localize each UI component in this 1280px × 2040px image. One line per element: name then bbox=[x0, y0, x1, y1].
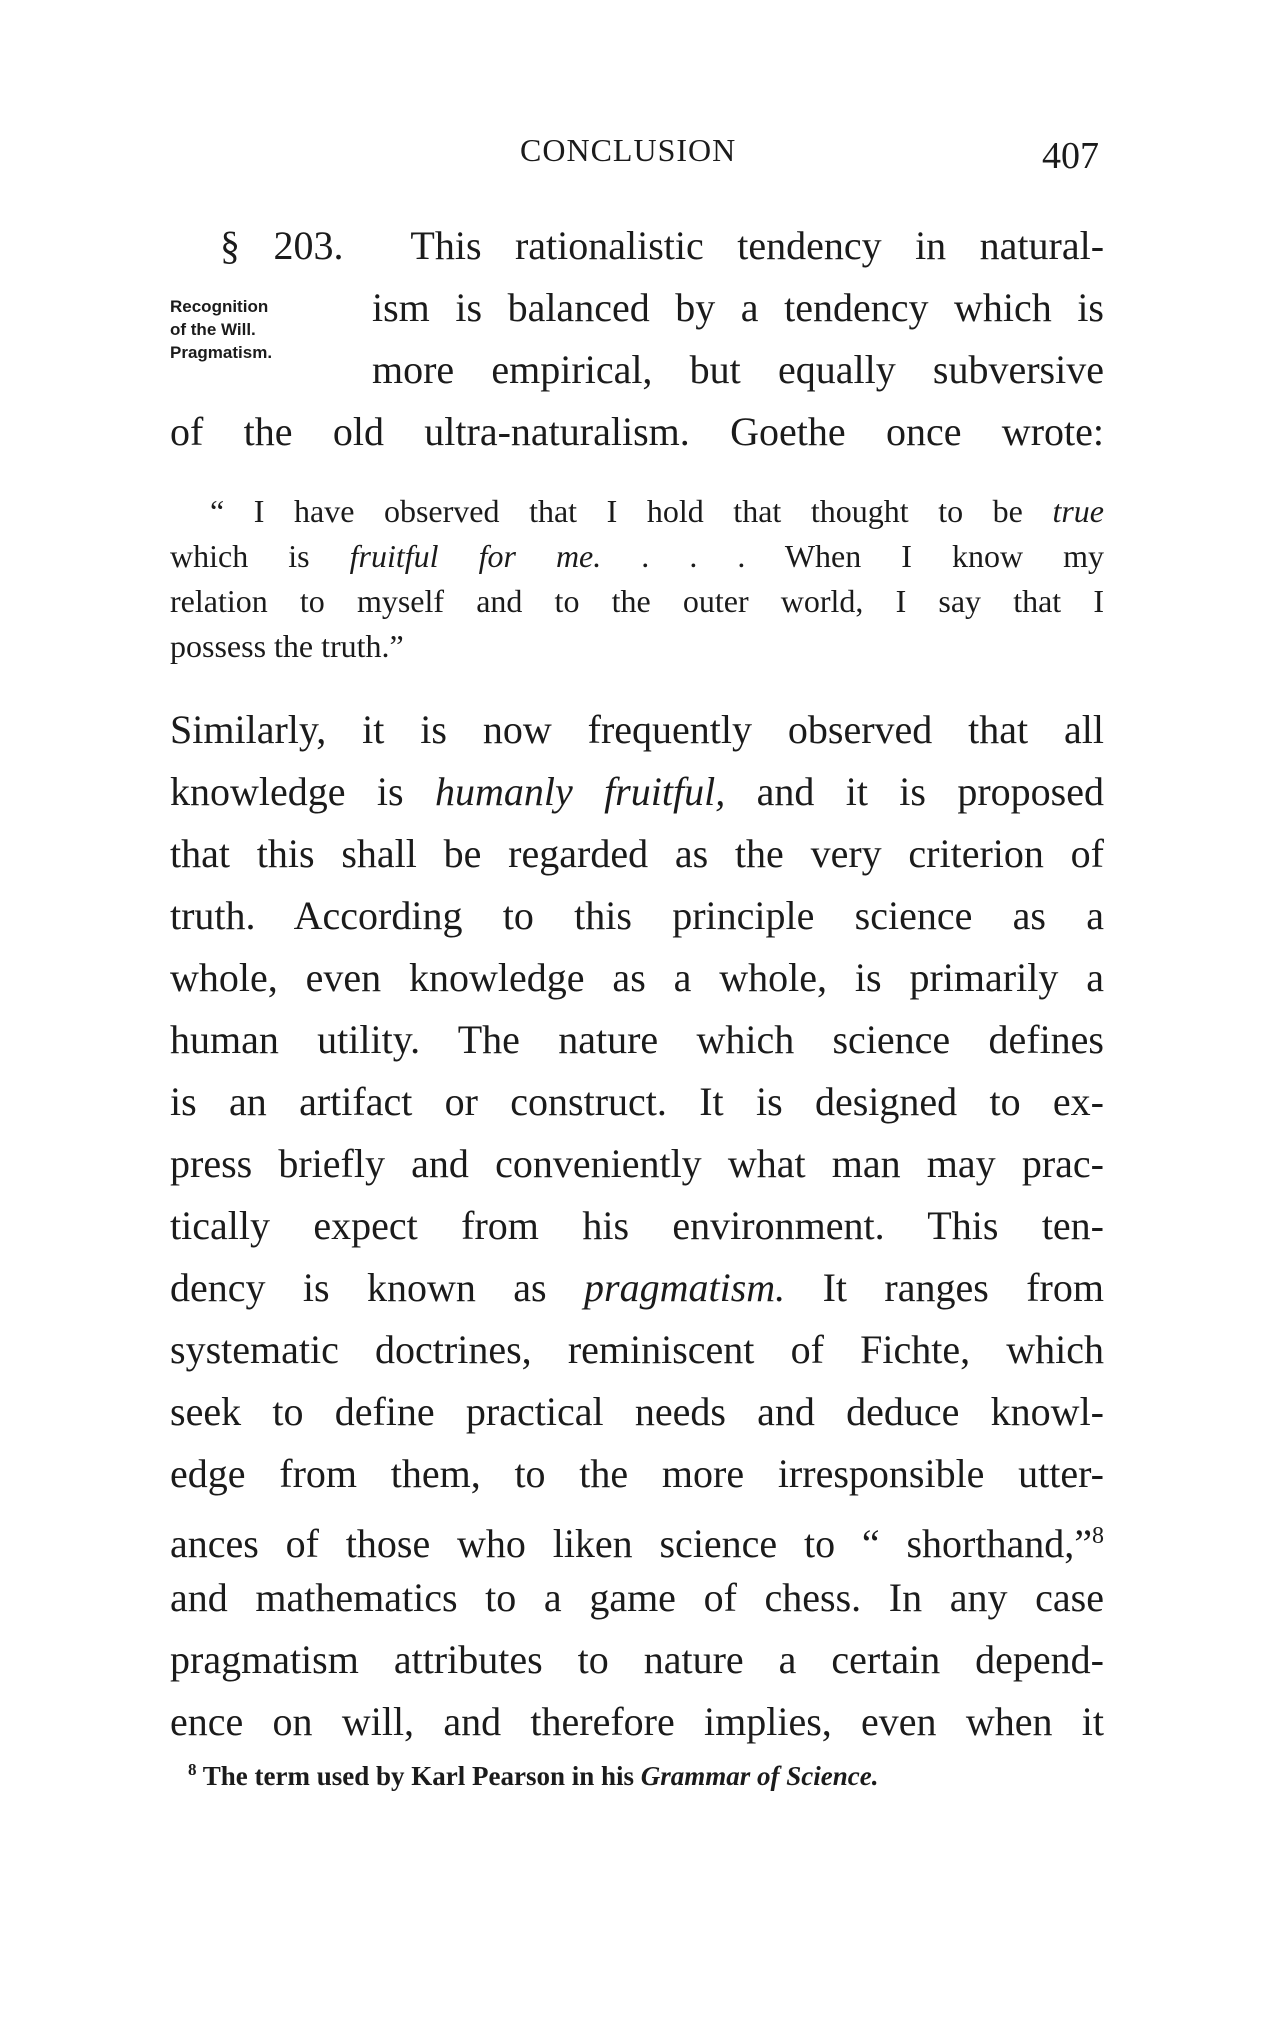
text-line bbox=[170, 1264, 1104, 1312]
text-line bbox=[170, 768, 1104, 816]
text-span: It ranges from bbox=[785, 1265, 1104, 1310]
quote-line bbox=[210, 490, 1104, 532]
text-line: pragmatism attributes to nature a certain depend- bbox=[170, 1637, 1104, 1682]
margin-note-line: Pragmatism. bbox=[170, 343, 273, 362]
footnote bbox=[188, 1760, 1088, 1792]
text-line bbox=[170, 1512, 1104, 1568]
quote-text: which is bbox=[170, 538, 350, 574]
text-span: knowledge is bbox=[170, 769, 435, 814]
text-line: tically expect from his environment. This ten- bbox=[170, 1203, 1104, 1248]
text-line: ence on will, and therefore implies, even when it bbox=[170, 1699, 1104, 1744]
quote-line bbox=[170, 535, 1104, 577]
margin-note-line: Recognition bbox=[170, 297, 269, 316]
text-line: and mathematics to a game of chess. In any case bbox=[170, 1575, 1104, 1620]
quote-line: possess the truth.” bbox=[170, 628, 404, 664]
text-line: of the old ultra-naturalism. Goethe once wrote: bbox=[170, 409, 1104, 454]
section-label: § 203. bbox=[220, 223, 344, 268]
text-line: is an artifact or construct. It is designed to ex- bbox=[170, 1079, 1104, 1124]
quote-text: . . . When I know my bbox=[601, 538, 1105, 574]
text-span: dency is known as bbox=[170, 1265, 585, 1310]
margin-note-line: of the Will. bbox=[170, 320, 256, 339]
section-first-line bbox=[220, 222, 1104, 270]
text-line: ism is balanced by a tendency which is bbox=[372, 285, 1104, 330]
margin-note bbox=[170, 295, 272, 364]
emphasis: pragmatism. bbox=[584, 1265, 786, 1310]
footnote-text: The term used by Karl Pearson in his bbox=[196, 1761, 641, 1791]
text-line: seek to define practical needs and deduce knowl- bbox=[170, 1389, 1104, 1434]
quote-emphasis: true bbox=[1052, 493, 1104, 529]
text-span: and it is proposed bbox=[725, 769, 1104, 814]
quote-emphasis: fruitful for me. bbox=[349, 538, 602, 574]
text-span: ances of those who liken science to “ shorthand,” bbox=[170, 1521, 1092, 1566]
running-head: CONCLUSION bbox=[520, 132, 737, 168]
text-line: edge from them, to the more irresponsible utter- bbox=[170, 1451, 1104, 1496]
text-line: that this shall be regarded as the very criterion of bbox=[170, 831, 1104, 876]
footnote-title: Grammar of Science. bbox=[640, 1761, 879, 1791]
footnote-reference[interactable]: 8 bbox=[1092, 1523, 1104, 1549]
text-line: whole, even knowledge as a whole, is primarily a bbox=[170, 955, 1104, 1000]
text-line: This rationalistic tendency in natural- bbox=[410, 223, 1105, 268]
quote-line: relation to myself and to the outer world, I say that I bbox=[170, 583, 1104, 619]
quote-text: “ I have observed that I hold that thought to be bbox=[210, 493, 1053, 529]
footnote-marker: 8 bbox=[188, 1760, 197, 1779]
page-number: 407 bbox=[1042, 135, 1099, 177]
emphasis: humanly fruitful, bbox=[434, 769, 726, 814]
text-line: systematic doctrines, reminiscent of Fichte, which bbox=[170, 1327, 1104, 1372]
text-line: press briefly and conveniently what man may prac- bbox=[170, 1141, 1104, 1186]
text-line: human utility. The nature which science defines bbox=[170, 1017, 1104, 1062]
text-line: Similarly, it is now frequently observed that all bbox=[170, 707, 1104, 752]
text-line: truth. According to this principle science as a bbox=[170, 893, 1104, 938]
text-line: more empirical, but equally subversive bbox=[372, 347, 1104, 392]
